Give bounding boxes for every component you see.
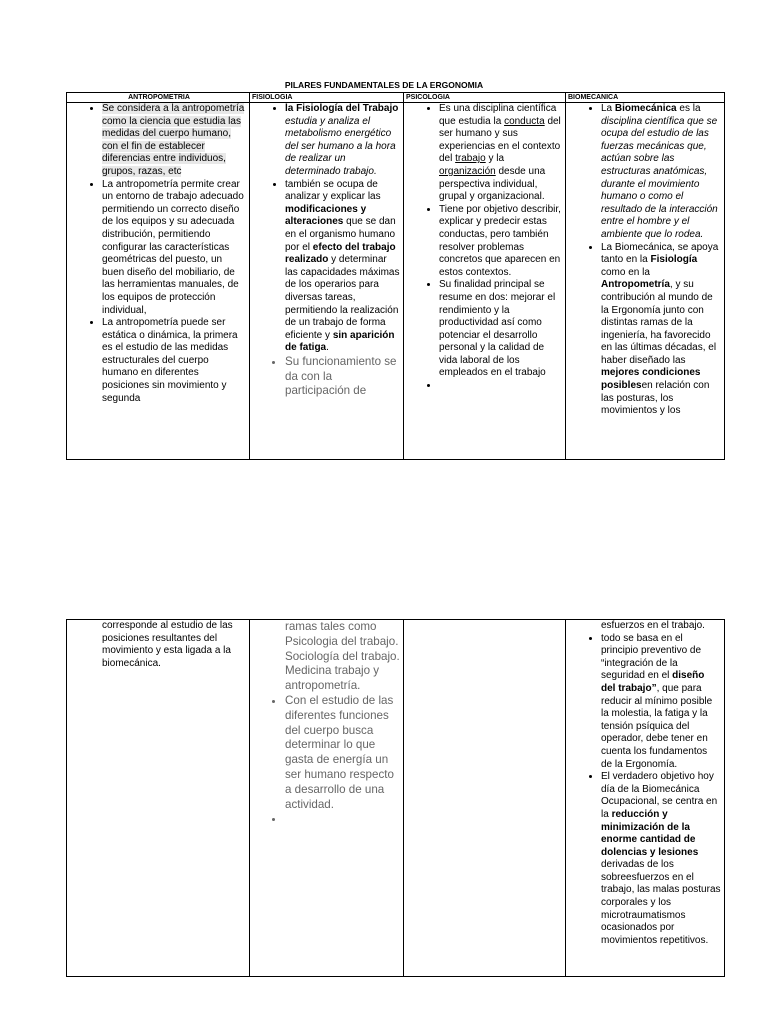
header-fisiologia: FISIOLOGIA [250, 93, 404, 103]
list-item: • Su finalidad principal se resume en dos: mejorar el rendimiento y la productividad así como potenciar el desarrollo personal y la calidad de vida laboral de los empleados en el trabajo [439, 279, 562, 380]
header-row [67, 93, 725, 103]
ergonomia-table-page2 [66, 619, 725, 977]
list-item: • Tiene por objetivo describir, explicar y predecir estas conductas, pero también resolver problemas concretos que aparecen en estos contextos. [439, 204, 562, 280]
cell-biomecanica [566, 103, 725, 460]
cell-biomecanica-cont [566, 620, 725, 977]
list-item: • La antropometría permite crear un entorno de trabajo adecuado permitiendo un correcto diseño de los equipos y su adecuada distribución, permitiendo configurar las características geométricas del puesto, un buen diseño del mobiliario, de las herramientas manuales, de los equipos de protección individual, [102, 179, 246, 318]
empty-list-item [439, 380, 562, 393]
list-item: • todo se basa en el principio preventivo de “integración de la seguridad en el diseño del trabajo”, que para reducir al mínimo posible la molestia, la fatiga y la tensión psíquica del operador, debe tener en cuenta los fundamentos de la Ergonomía. [601, 633, 721, 772]
empty-list-item [285, 812, 400, 827]
list-item: • El verdadero objetivo hoy día de la Biomecánica Ocupacional, se centra en la reducción y minimización de la enorme cantidad de dolencias y lesiones derivadas de los sobreesfuerzos en el trabajo, las malas posturas corporales y los microtraumatismos ocasionados por movimientos repetitivos. [601, 771, 721, 947]
cell-psicologia-cont [404, 620, 566, 977]
list-item: • también se ocupa de analizar y explicar las modificaciones y alteraciones que se dan en el organismo humano por el efecto del trabajo realizado y determinar las capacidades máximas de los operarios para diversas tareas, permitiendo la realización de un trabajo de forma eficiente y sin aparición de fatiga. [285, 179, 400, 355]
ergonomia-table-page1 [66, 92, 725, 460]
continued-text: esfuerzos en el trabajo. [601, 620, 705, 631]
header-antropometria: ANTROPOMETRIA [67, 93, 250, 103]
cell-antropometria-cont [67, 620, 250, 977]
list-item: • La Biomecánica, se apoya tanto en la Fisiología como en la Antropometría, y su contribución al mundo de la Ergonomía junto con distintas ramas de la ingeniería, ha favorecido en las últimas décadas, el haber diseñado las mejores condiciones posiblesen relación con las posturas, los movimientos y los [601, 242, 721, 418]
list-item: • Se considera a la antropometría como la ciencia que estudia las medidas del cuerpo humano, con el fin de establecer diferencias entre individuos, grupos, razas, etc [102, 103, 246, 179]
list-item: • La Biomecánica es la disciplina científica que se ocupa del estudio de las fuerzas mecánicas que, actúan sobre las estructuras anatómicas, durante el movimiento humano o como el resultado de la interacción entre el hombre y el ambiente que lo rodea. [601, 103, 721, 242]
cell-fisiologia-cont [250, 620, 404, 977]
continued-text: corresponde al estudio de las posiciones resultantes del movimiento y esta ligada a la biomecánica. [102, 620, 233, 669]
header-psicologia: PSICOLOGIA [404, 93, 566, 103]
list-item: • Su funcionamiento se da con la participación de [285, 355, 400, 399]
list-item: • Con el estudio de las diferentes funciones del cuerpo busca determinar lo que gasta de energía un ser humano respecto a desarrollo de una actividad. [285, 694, 400, 812]
content-row [67, 620, 725, 977]
cell-antropometria [67, 103, 250, 460]
continued-text: ramas tales como Psicologia del trabajo. Sociología del trabajo. Medicina trabajo y antropometría. [285, 620, 400, 693]
list-item: • Es una disciplina científica que estudia la conducta del ser humano y sus experiencias en el contexto del trabajo y la organización desde una perspectiva individual, grupal y organizacional. [439, 103, 562, 204]
content-row [67, 103, 725, 460]
header-biomecanica: BIOMECANICA [566, 93, 725, 103]
cell-psicologia [404, 103, 566, 460]
list-item: • La antropometría puede ser estática o dinámica, la primera es el estudio de las medidas estructurales del cuerpo humano en diferentes posiciones sin movimiento y segunda [102, 317, 246, 405]
list-item: • la Fisiología del Trabajo estudia y analiza el metabolismo energético del ser humano a la hora de realizar un determinado trabajo. [285, 103, 400, 179]
document-title: PILARES FUNDAMENTALES DE LA ERGONOMIA [284, 80, 484, 90]
cell-fisiologia [250, 103, 404, 460]
